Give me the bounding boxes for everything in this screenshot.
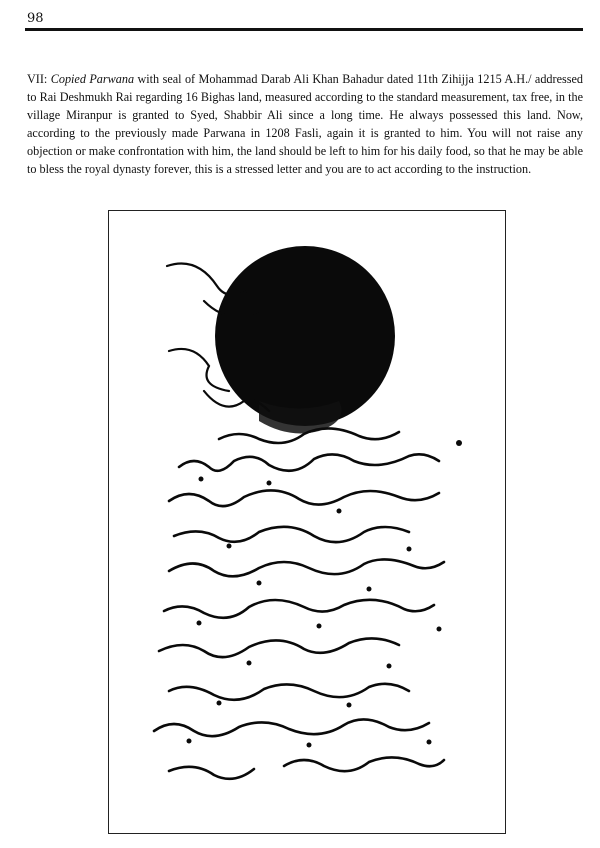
caption-title: Copied Parwana: [50, 72, 135, 87]
caption-prefix: VII:: [27, 72, 51, 87]
persian-script-lines: [154, 428, 444, 778]
header-rule: [25, 28, 583, 31]
diacritic-dots: [187, 440, 463, 748]
caption-paragraph: [27, 70, 583, 178]
caption-body: with seal of Mohammad Darab Ali Khan Bahadur dated 11th Zihijja 1215 A.H./ addressed to Rai Deshmukh Rai regarding 16 Bighas land, measured according to the standard measurement, tax free, in the village Miranpur is granted to Syed, Shabbir Ali since a long time. He always possessed this land. Now, according to the previously made Parwana in 1208 Fasli, again it is granted to him. You will not raise any objection or make confrontation with him, the land should be left to him for his daily food, so that he may be able to bless the royal dynasty forever, this is a stressed letter and you are to act according to the instruction.: [27, 72, 583, 177]
parwana-document-image: [108, 210, 506, 834]
page-number: 98: [27, 11, 44, 26]
seal: [215, 246, 395, 426]
parwana-scan: [109, 211, 505, 833]
